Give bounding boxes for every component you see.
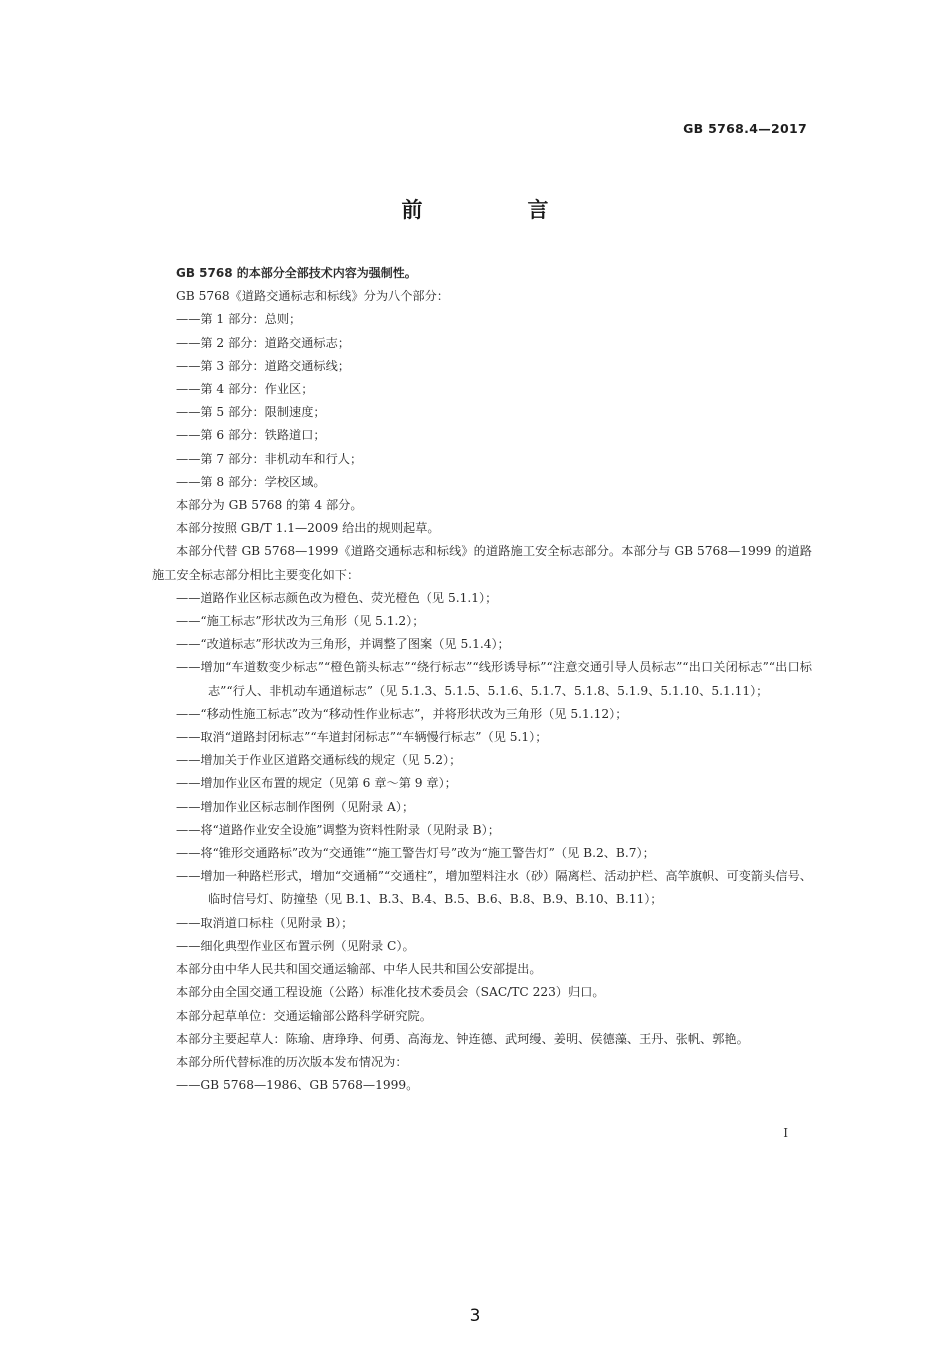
standard-code-header: GB 5768.4—2017 (683, 121, 807, 136)
paragraph: 本部分为 GB 5768 的第 4 部分。 (176, 498, 363, 513)
list-item: ——第 6 部分：铁路道口； (176, 428, 326, 443)
paragraph: 本部分主要起草人：陈瑜、唐琤琤、何勇、高海龙、钟连德、武珂缦、姜明、侯德藻、王丹、张帆、郭艳。 (176, 1031, 749, 1046)
list-item: ——增加一种路栏形式，增加“交通桶”“交通柱”，增加塑料注水（砂）隔离栏、活动护栏、高竿旗帜、可变箭头信号、临时信号灯、防撞垫（见 B.1、B.3、B.4、B.5、B.6、B.8、B.9、B.10、B.11）； (176, 869, 812, 907)
list-item: ——第 1 部分：总则； (176, 312, 302, 327)
list-item: ——增加关于作业区道路交通标线的规定（见 5.2）； (176, 753, 462, 768)
page-number: 3 (469, 1306, 481, 1326)
list-item: ——第 7 部分：非机动车和行人； (176, 451, 363, 466)
list-item: ——道路作业区标志颜色改为橙色、荧光橙色（见 5.1.1）； (176, 590, 498, 605)
list-item: ——增加“车道数变少标志”“橙色箭头标志”“绕行标志”“线形诱导标”“注意交通引导人员标志”“出口关闭标志”“出口标志”“行人、非机动车通道标志”（见 5.1.3、5.1.5、5.1.6、5.1.7、5.1.8、5.1.9、5.1.10、5.1.11）； (176, 660, 812, 698)
paragraph: 本部分由全国交通工程设施（公路）标准化技术委员会（SAC/TC 223）归口。 (176, 985, 605, 1000)
list-item: ——“移动性施工标志”改为“移动性作业标志”，并将形状改为三角形（见 5.1.12）； (176, 706, 628, 721)
list-item: ——取消“道路封闭标志”“车道封闭标志”“车辆慢行标志”（见 5.1）； (176, 730, 548, 745)
list-item: ——增加作业区布置的规定（见第 6 章～第 9 章）； (176, 776, 457, 791)
list-item: ——细化典型作业区布置示例（见附录 C）。 (176, 938, 415, 953)
mandatory-statement: GB 5768 的本部分全部技术内容为强制性。 (176, 266, 417, 280)
list-item: ——第 3 部分：道路交通标线； (176, 358, 350, 373)
list-item: ——“改道标志”形状改为三角形，并调整了图案（见 5.1.4）； (176, 637, 510, 652)
roman-page-number: I (783, 1126, 788, 1140)
list-item: ——将“锥形交通路标”改为“交通锥”“施工警告灯号”改为“施工警告灯”（见 B.2、B.7）； (176, 846, 655, 861)
paragraph: 本部分所代替标准的历次版本发布情况为： (176, 1054, 408, 1069)
list-item: ——将“道路作业安全设施”调整为资料性附录（见附录 B）； (176, 822, 500, 837)
list-item: ——第 8 部分：学校区域。 (176, 474, 326, 489)
list-item: ——增加作业区标志制作图例（见附录 A）； (176, 799, 415, 814)
list-item: ——第 4 部分：作业区； (176, 382, 314, 397)
section-title: 前 言 (401, 198, 591, 222)
paragraph: 本部分起草单位：交通运输部公路科学研究院。 (176, 1008, 432, 1023)
paragraph: 本部分由中华人民共和国交通运输部、中华人民共和国公安部提出。 (176, 962, 542, 977)
list-item: ——“施工标志”形状改为三角形（见 5.1.2）； (176, 614, 425, 629)
paragraph: 本部分代替 GB 5768—1999《道路交通标志和标线》的道路施工安全标志部分。本部分与 GB 5768—1999 的道路施工安全标志部分相比主要变化如下： (152, 544, 812, 582)
list-item: ——取消道口标柱（见附录 B）； (176, 915, 354, 930)
foreword-body (152, 262, 812, 1097)
paragraph: GB 5768《道路交通标志和标线》分为八个部分： (176, 289, 449, 304)
list-item: ——第 2 部分：道路交通标志； (176, 335, 350, 350)
list-item: ——第 5 部分：限制速度； (176, 405, 326, 420)
paragraph: 本部分按照 GB/T 1.1—2009 给出的规则起草。 (176, 521, 440, 536)
list-item: ——GB 5768—1986、GB 5768—1999。 (176, 1078, 419, 1093)
